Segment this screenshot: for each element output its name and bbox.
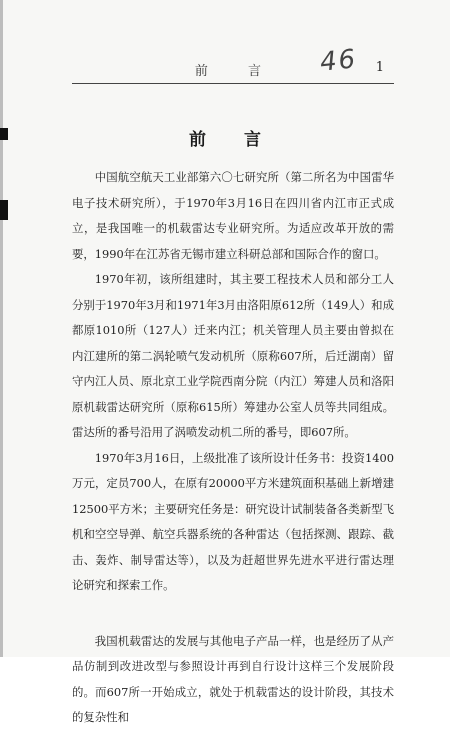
header-rule xyxy=(72,83,394,84)
body-text xyxy=(72,165,394,731)
section-break xyxy=(72,599,394,629)
running-header xyxy=(72,44,402,80)
page-binding-edge xyxy=(0,0,3,657)
section-title: 前 言 xyxy=(189,130,277,150)
paragraph: 1970年3月16日，上级批准了该所设计任务书：投资1400万元，定员700人，在原有20000平方米建筑面积基础上新增建12500平方米；主要研究任务是：研究设计试制装备各类新型飞机和空空导弹、航空兵器系统的各种雷达（包括探测、跟踪、截击、轰炸、制导雷达等），以及为赶超世界先进水平进行雷达理论研究和探索工作。 xyxy=(72,450,394,592)
page-number: 1 xyxy=(375,60,384,75)
edge-mark xyxy=(0,200,8,220)
header-title: 前 言 xyxy=(194,64,280,79)
paragraph: 中国航空航天工业部第六〇七研究所（第二所名为中国雷华电子技术研究所），于1970年3月16日在四川省内江市正式成立，是我国唯一的机载雷达专业研究所。为适应改革开放的需要，1990年在江苏省无锡市建立科研总部和国际合作的窗口。 xyxy=(72,170,394,261)
paragraph: 1970年初，该所组建时，其主要工程技术人员和部分工人分别于1970年3月和1971年3月由洛阳原612所（149人）和成都原1010所（127人）迁来内江；机关管理人员主要由曾拟在内江建所的第二涡轮喷气发动机所（原称607所，后迁湖南）留守内江人员、原北京工业学院西南分院（内江）筹建人员和洛阳原机载雷达研究所（原称615所）筹建办公室人员等共同组成。雷达所的番号沿用了涡喷发动机二所的番号，即607所。 xyxy=(72,272,394,439)
handwritten-page-note: 46 xyxy=(318,44,359,78)
paragraph: 我国机载雷达的发展与其他电子产品一样，也是经历了从产品仿制到改进改型与参照设计再到自行设计这样三个发展阶段的。而607所一开始成立，就处于机载雷达的设计阶段，其技术的复杂性和 xyxy=(72,633,394,724)
edge-mark xyxy=(0,128,8,140)
